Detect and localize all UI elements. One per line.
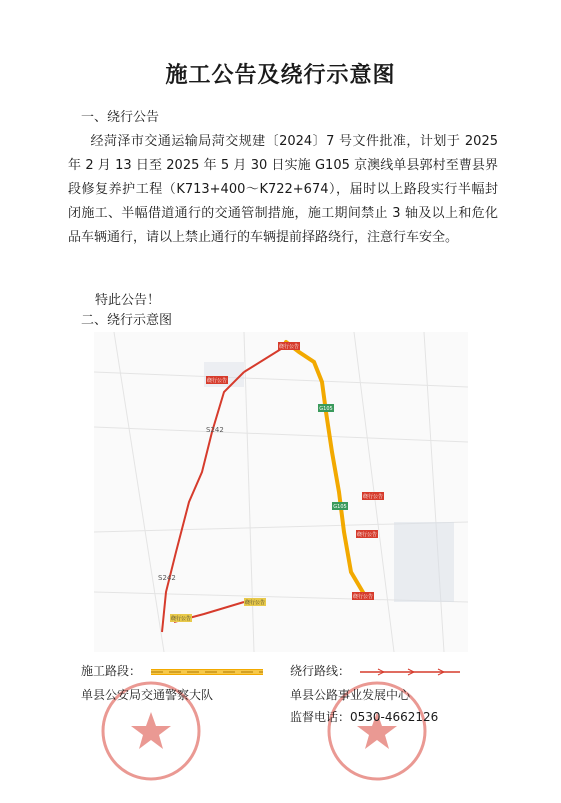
notice-sign-text-7: 绕行公告 (170, 616, 192, 622)
notice-sign-text-6: 绕行公告 (244, 600, 266, 606)
section-heading-map: 二、绕行示意图 (81, 313, 173, 328)
notice-sign-1 (278, 342, 300, 350)
notice-sign-4 (356, 530, 378, 538)
notice-sign-5 (352, 592, 374, 600)
notice-sign-text-2: 绕行公告 (206, 378, 228, 384)
signature-highway-center: 单县公路事业发展中心 (290, 688, 411, 702)
notice-sign-text-5: 绕行公告 (352, 594, 374, 600)
notice-text: 经菏泽市交通运输局菏交规建〔2024〕7 号文件批准，计划于 2025 年 2 月 13 日至 2025 年 5 月 30 日实施 G105 京澳线单县郭村至曹县界段修复养护工程（K713+400～K722+674），届时以上路段实行半幅封闭施工、半幅借道通行的交通管制措施，施工期间禁止 3 轴及以上和危化品车辆通行，请以上禁止通行的车辆提前择路绕行，注意行车安全。 (68, 134, 498, 245)
notice-sign-text-4: 绕行公告 (356, 532, 378, 538)
supervision-phone: 监督电话：0530-4662126 (290, 710, 439, 724)
signature-police: 单县公安局交通警察大队 (81, 688, 214, 702)
legend-construction-label: 施工路段： (81, 664, 142, 678)
legend-construction-swatch (151, 668, 263, 676)
legend-detour-swatch (360, 667, 460, 677)
notice-sign-7 (170, 614, 192, 622)
notice-closing: 特此公告！ (95, 293, 161, 308)
notice-sign-text-3: 绕行公告 (362, 494, 384, 500)
detour-map (94, 332, 468, 652)
road-label-s242-lower: S242 (158, 574, 176, 582)
road-label-s242-upper: S242 (206, 426, 224, 434)
notice-body (68, 130, 498, 250)
section-heading-notice: 一、绕行公告 (81, 110, 160, 125)
g105-shield-2 (332, 502, 348, 510)
notice-sign-6 (244, 598, 266, 606)
notice-sign-text-1: 绕行公告 (278, 344, 300, 350)
notice-sign-3 (362, 492, 384, 500)
g105-shield-1 (318, 404, 334, 412)
g105-shield-text-1: G105 (319, 406, 333, 412)
page-title: 施工公告及绕行示意图 (165, 63, 396, 88)
legend-detour-label: 绕行路线： (290, 664, 351, 678)
notice-sign-2 (206, 376, 228, 384)
g105-shield-text-2: G105 (333, 504, 347, 510)
